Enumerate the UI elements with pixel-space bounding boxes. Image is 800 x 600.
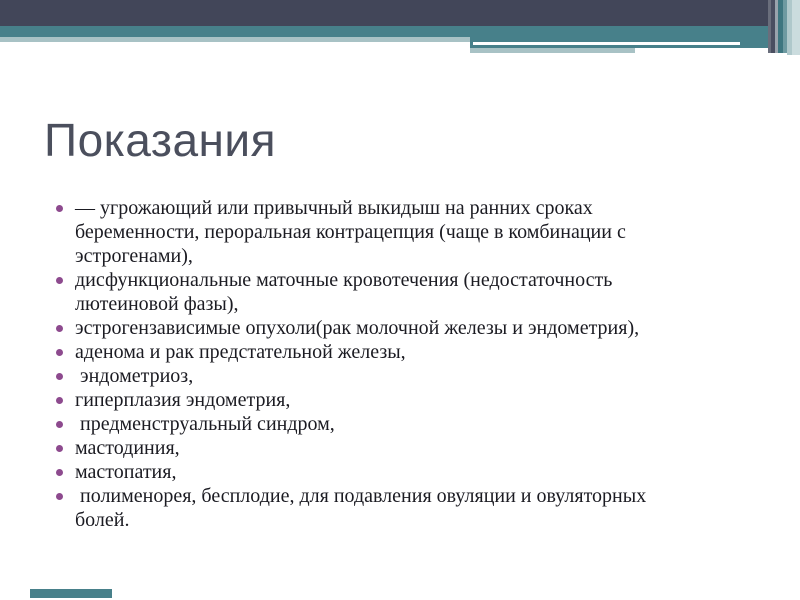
header-band-light-right bbox=[470, 48, 635, 53]
list-item bbox=[45, 460, 663, 484]
list-item bbox=[45, 484, 663, 532]
list-item bbox=[45, 436, 663, 460]
bullet-dot-icon bbox=[56, 421, 63, 428]
list-item bbox=[45, 412, 663, 436]
bullet-dot-icon bbox=[56, 493, 63, 500]
header-band-teal bbox=[0, 26, 800, 37]
footer-accent-bar bbox=[30, 589, 112, 598]
bullet-text: мастопатия, bbox=[75, 461, 177, 483]
corner-stripe bbox=[792, 0, 800, 55]
bullet-dot-icon bbox=[56, 349, 63, 356]
bullet-text: аденома и рак предстательной железы, bbox=[75, 341, 406, 363]
bullet-dot-icon bbox=[56, 325, 63, 332]
bullet-dot-icon bbox=[56, 277, 63, 284]
header-band-dark bbox=[0, 0, 800, 26]
bullet-text: дисфункциональные маточные кровотечения (недостаточность лютеиновой фазы), bbox=[75, 269, 618, 315]
bullet-dot-icon bbox=[56, 445, 63, 452]
bullet-list bbox=[45, 196, 663, 532]
list-item bbox=[45, 316, 663, 340]
bullet-dot-icon bbox=[56, 373, 63, 380]
bullet-dot-icon bbox=[56, 397, 63, 404]
bullet-text: мастодиния, bbox=[75, 437, 180, 459]
bullet-text: предменструальный синдром, bbox=[75, 413, 335, 435]
bullet-text: полименорея, бесплодие, для подавления овуляции и овуляторных болей. bbox=[75, 485, 652, 531]
bullet-text: эндометриоз, bbox=[75, 365, 194, 387]
bullet-dot-icon bbox=[56, 469, 63, 476]
header-white-line bbox=[473, 42, 740, 45]
list-item bbox=[45, 388, 663, 412]
header-band-light-left bbox=[0, 37, 470, 42]
list-item bbox=[45, 340, 663, 364]
list-item bbox=[45, 196, 663, 268]
bullet-text: эстрогензависимые опухоли(рак молочной железы и эндометрия), bbox=[75, 317, 640, 339]
slide-title: Показания bbox=[44, 114, 277, 166]
bullet-text: — угрожающий или привычный выкидыш на ранних сроках беременности, пероральная контрацепция (чаще в комбинации с эстрогенами), bbox=[75, 197, 631, 267]
list-item bbox=[45, 364, 663, 388]
bullet-dot-icon bbox=[56, 205, 63, 212]
list-item bbox=[45, 268, 663, 316]
bullet-text: гиперплазия эндометрия, bbox=[75, 389, 291, 411]
